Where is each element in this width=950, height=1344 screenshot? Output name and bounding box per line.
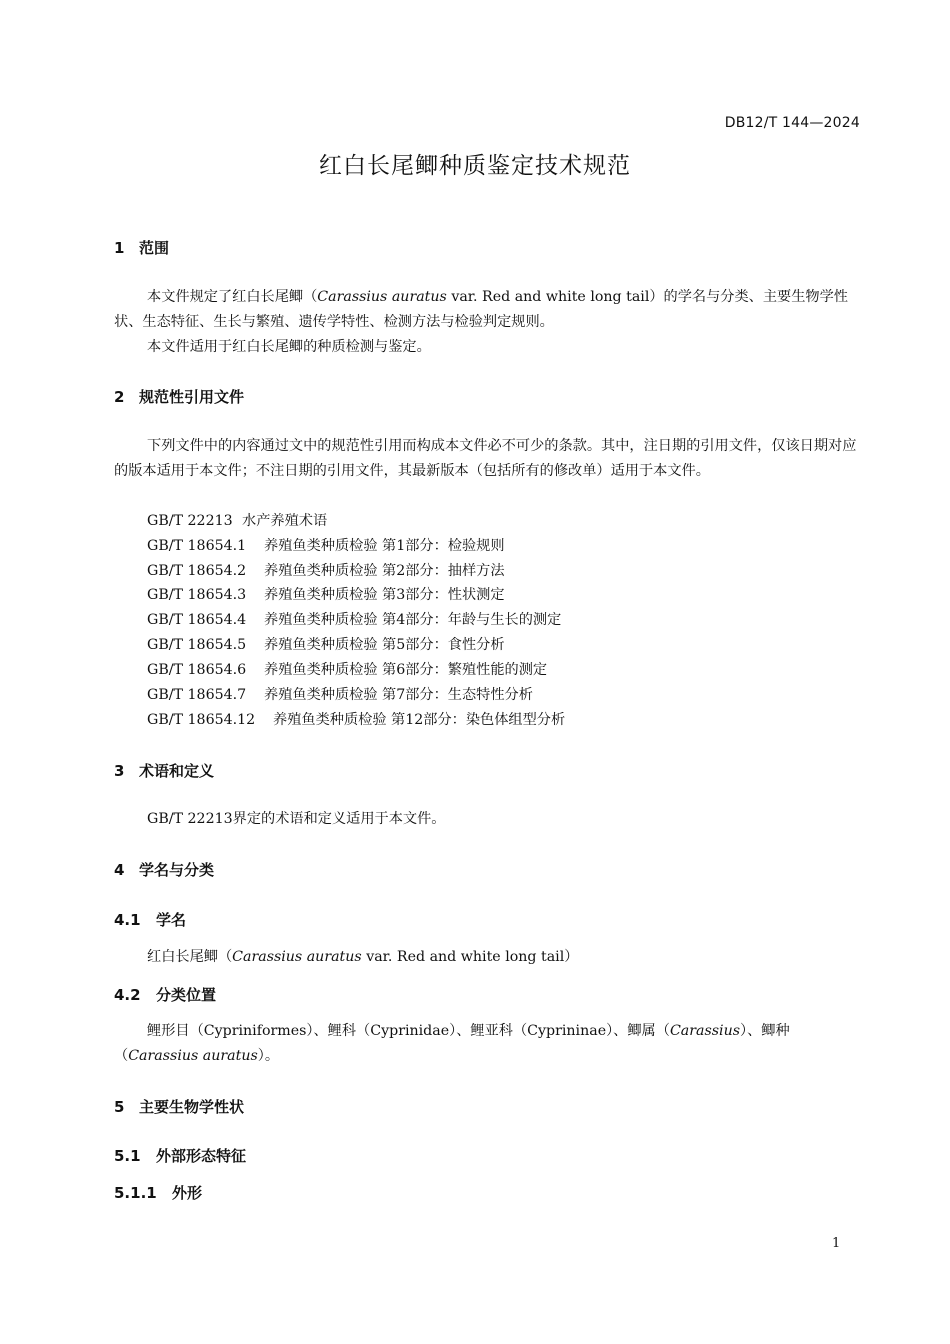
section-number: 4.2: [114, 986, 141, 1004]
scientific-name: Carassius auratus: [317, 289, 447, 305]
text-span: var. Red and white long tail）: [361, 949, 579, 965]
section-number: 5.1.1: [114, 1184, 157, 1202]
reference-item: [147, 708, 565, 732]
reference-code: GB/T 18654.6: [147, 662, 247, 678]
reference-title: 养殖鱼类种质检验 第3部分：性状测定: [264, 587, 505, 603]
text-span: ）。: [257, 1047, 280, 1064]
scientific-name: Carassius auratus: [232, 949, 362, 965]
section-number: 3: [114, 762, 125, 780]
reference-code: GB/T 18654.3: [147, 587, 247, 603]
section-title: 分类位置: [156, 986, 217, 1004]
page-title: 红白长尾鲫种质鉴定技术规范: [319, 153, 631, 179]
reference-item: [147, 608, 561, 632]
reference-title: 水产养殖术语: [242, 513, 328, 529]
section-title: 术语和定义: [139, 762, 215, 780]
reference-item: [147, 658, 547, 682]
section-4-1-heading: [114, 910, 186, 930]
section-5-1-heading: [114, 1146, 246, 1166]
section-2-paragraph-1: 下列文件中的内容通过文中的规范性引用而构成本文件必不可少的条款。其中，注日期的引用文件，仅该日期对应的版本适用于本文件；不注日期的引用文件，其最新版本（包括所有的修改单）适用于本文件。: [114, 438, 857, 479]
section-5-1-1-heading: [114, 1183, 202, 1203]
reference-item: [147, 633, 505, 657]
reference-title: 养殖鱼类种质检验 第7部分：生态特性分析: [264, 687, 533, 703]
reference-item: [147, 559, 505, 583]
classification-paragraph: [114, 1019, 860, 1068]
section-number: 5: [114, 1098, 125, 1116]
section-title: 主要生物学性状: [139, 1098, 245, 1116]
document-code: DB12/T 144—2024: [724, 115, 860, 131]
scientific-name-line: [114, 945, 860, 970]
reference-title: 养殖鱼类种质检验 第6部分：繁殖性能的测定: [264, 662, 548, 678]
reference-code: GB/T 18654.4: [147, 612, 247, 628]
reference-title: 养殖鱼类种质检验 第5部分：食性分析: [264, 637, 505, 653]
genus-name: Carassius: [669, 1023, 741, 1039]
reference-code: GB/T 18654.12: [147, 712, 256, 728]
reference-item: [147, 583, 505, 607]
section-title: 学名: [156, 911, 187, 929]
text-span: 红白长尾鲫（: [147, 949, 233, 965]
reference-title: 养殖鱼类种质检验 第12部分：染色体组型分析: [273, 712, 566, 728]
reference-title: 养殖鱼类种质检验 第4部分：年龄与生长的测定: [264, 612, 562, 628]
section-title: 学名与分类: [139, 861, 215, 879]
reference-item: [147, 534, 505, 558]
section-title: 外部形态特征: [156, 1147, 247, 1165]
reference-code: GB/T 18654.1: [147, 538, 247, 554]
section-2-heading: [114, 387, 244, 407]
text-span: 本文件规定了红白长尾鲫（: [147, 289, 318, 305]
section-number: 1: [114, 239, 125, 257]
section-1-paragraph-1: [114, 285, 860, 334]
section-5-heading: [114, 1097, 244, 1117]
section-number: 4: [114, 861, 125, 879]
section-title: 规范性引用文件: [139, 388, 245, 406]
reference-title: 养殖鱼类种质检验 第2部分：抽样方法: [264, 563, 505, 579]
reference-code: GB/T 18654.5: [147, 637, 247, 653]
section-4-heading: [114, 860, 214, 880]
text-span: ）、鲫种（: [114, 1023, 790, 1064]
reference-item: [147, 683, 533, 707]
reference-code: GB/T 18654.7: [147, 687, 247, 703]
section-1-paragraph-2: 本文件适用于红白长尾鲫的种质检测与鉴定。: [147, 339, 431, 355]
species-name: Carassius auratus: [128, 1047, 258, 1064]
reference-item: [147, 509, 327, 533]
reference-code: GB/T 22213: [147, 513, 233, 529]
reference-code: GB/T 18654.2: [147, 563, 247, 579]
section-1-heading: [114, 238, 169, 258]
text-span: 鲤形目（Cypriniformes）、鲤科（Cyprinidae）、鲤亚科（Cyprininae）、鲫属（: [147, 1023, 670, 1039]
section-4-2-heading: [114, 985, 216, 1005]
section-3-heading: [114, 761, 214, 781]
section-number: 4.1: [114, 911, 141, 929]
reference-title: 养殖鱼类种质检验 第1部分：检验规则: [264, 538, 505, 554]
section-title: 范围: [139, 239, 170, 257]
section-3-paragraph-1: GB/T 22213界定的术语和定义适用于本文件。: [147, 811, 446, 827]
section-number: 5.1: [114, 1147, 141, 1165]
section-title: 外形: [172, 1184, 203, 1202]
section-number: 2: [114, 388, 125, 406]
text-span: var. Red and white long tail）的学名与分类、主要生物学性状、生态特征、生长与繁殖、遗传学特性、检测方法与检验判定规则。: [114, 289, 848, 330]
page-number: 1: [832, 1236, 841, 1251]
